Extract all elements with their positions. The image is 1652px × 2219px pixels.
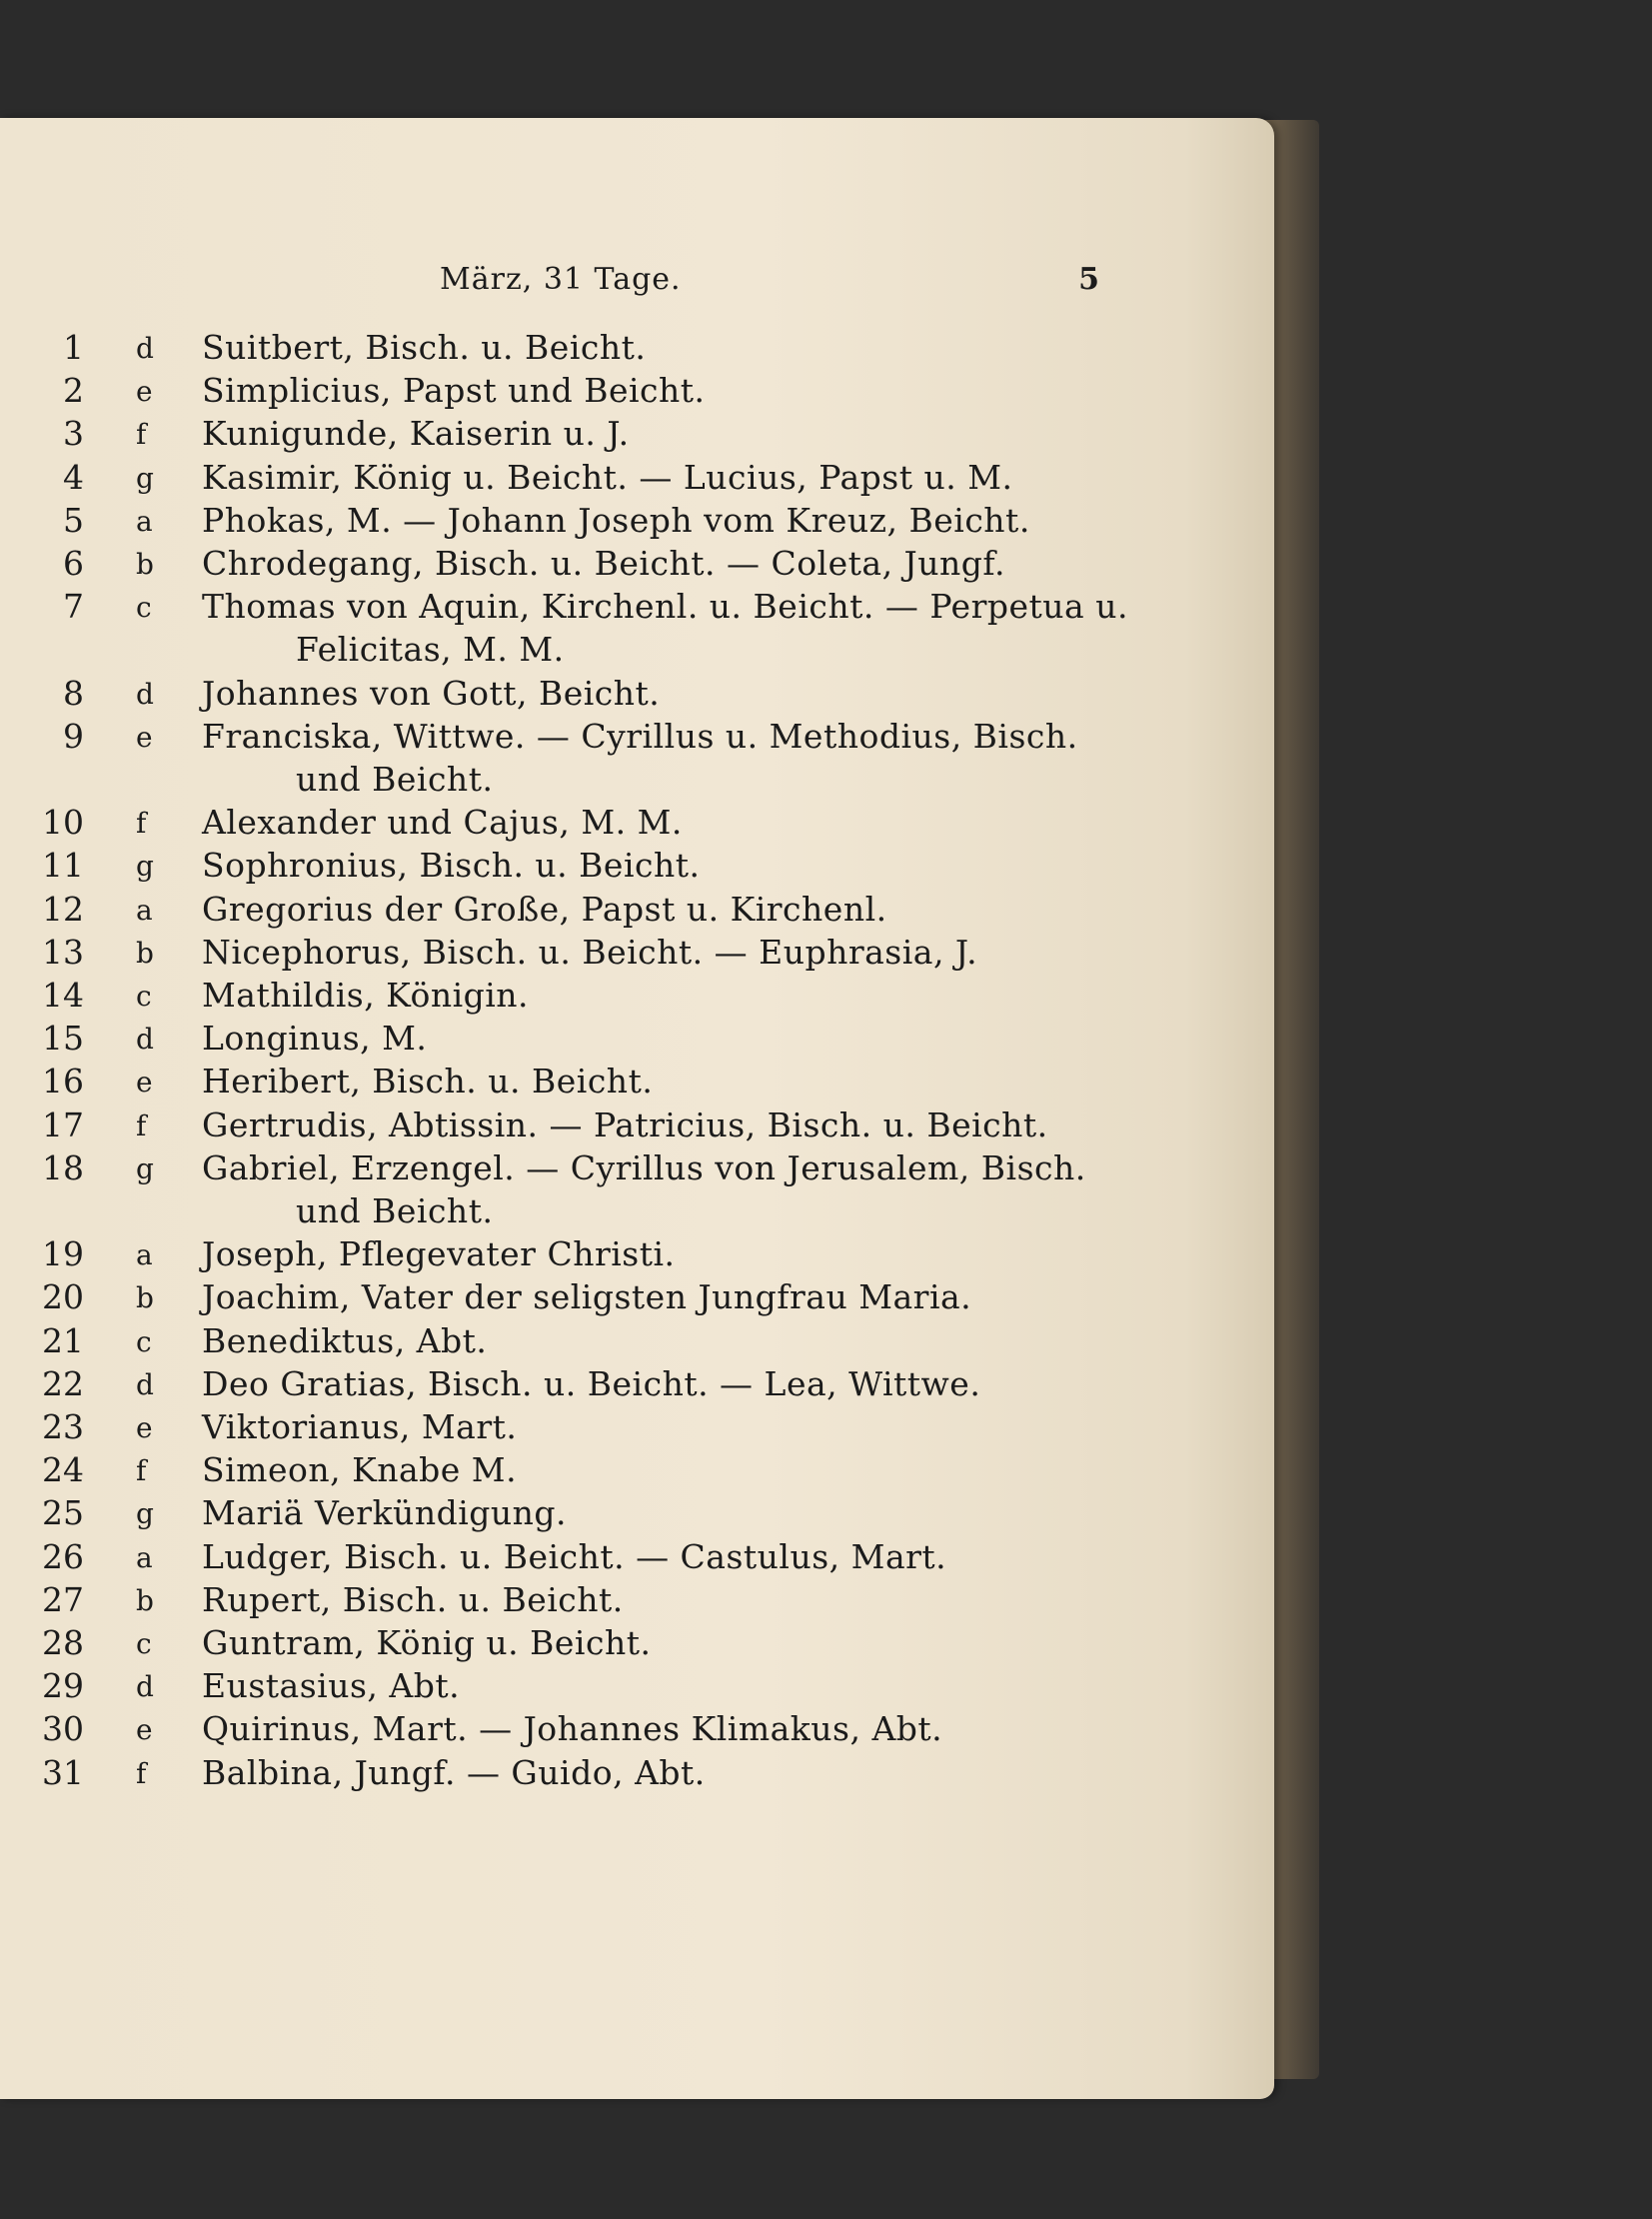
calendar-entry (0, 501, 1199, 543)
day-number: 18 (42, 1147, 84, 1187)
saint-text: Johannes von Gott, Beicht. (202, 673, 661, 713)
dominical-letter: c (136, 1627, 152, 1660)
day-number: 26 (42, 1536, 84, 1576)
saint-text: Suitbert, Bisch. u. Beicht. (202, 328, 647, 367)
calendar-entry (0, 1450, 1199, 1492)
calendar-entry (0, 1709, 1199, 1751)
day-number: 16 (42, 1062, 84, 1102)
day-number: 2 (63, 371, 84, 411)
saint-text: Ludger, Bisch. u. Beicht. — Castulus, Mart. (202, 1536, 947, 1576)
dominical-letter: e (136, 1411, 153, 1444)
calendar-entry-continuation (0, 760, 1199, 802)
dominical-letter: a (136, 893, 153, 927)
saint-text: Balbina, Jungf. — Guido, Abt. (202, 1752, 706, 1792)
dominical-letter: d (136, 1670, 154, 1704)
day-number: 5 (63, 500, 84, 540)
calendar-entry (0, 414, 1199, 456)
calendar-entry (0, 1493, 1199, 1535)
day-number: 4 (63, 457, 84, 497)
day-number: 7 (63, 587, 84, 627)
day-number: 17 (42, 1105, 84, 1144)
dominical-letter: d (136, 1023, 154, 1057)
day-number: 1 (63, 328, 84, 367)
calendar-entry (0, 1580, 1199, 1622)
dominical-letter: b (136, 1281, 154, 1315)
saint-text: Gabriel, Erzengel. — Cyrillus von Jerusalem, Bisch. (202, 1147, 1086, 1187)
day-number: 11 (42, 846, 84, 886)
calendar-entry (0, 544, 1199, 586)
calendar-entry (0, 1753, 1199, 1795)
dominical-letter: c (136, 591, 152, 625)
saint-text: und Beicht. (296, 1191, 494, 1230)
dominical-letter: c (136, 1324, 152, 1358)
day-number: 21 (42, 1320, 84, 1360)
day-number: 14 (42, 976, 84, 1015)
dominical-letter: g (136, 850, 154, 884)
day-number: 6 (63, 544, 84, 583)
day-number: 19 (42, 1234, 84, 1274)
saint-text: Chrodegang, Bisch. u. Beicht. — Coleta, Jungf. (202, 544, 1005, 583)
saint-text: Joachim, Vater der seligsten Jungfrau Maria. (202, 1277, 972, 1317)
calendar-entry (0, 328, 1199, 370)
saint-text: Heribert, Bisch. u. Beicht. (202, 1062, 654, 1102)
day-number: 8 (63, 673, 84, 713)
calendar-entry (0, 976, 1199, 1018)
saint-text: Joseph, Pflegevater Christi. (202, 1234, 676, 1274)
day-number: 13 (42, 932, 84, 972)
page-title: März, 31 Tage. (440, 262, 682, 297)
saint-text: Simeon, Knabe M. (202, 1450, 518, 1490)
dominical-letter: d (136, 332, 154, 365)
page-number: 5 (1078, 262, 1099, 297)
saint-text: Phokas, M. — Johann Joseph vom Kreuz, Beicht. (202, 500, 1030, 540)
saint-text: Longinus, M. (202, 1019, 428, 1059)
saint-text: Gregorius der Große, Papst u. Kirchenl. (202, 889, 887, 929)
calendar-entry (0, 1364, 1199, 1406)
page-header (440, 262, 1099, 302)
day-number: 3 (63, 414, 84, 454)
saint-text: Guntram, König u. Beicht. (202, 1623, 652, 1662)
calendar-entry (0, 1106, 1199, 1147)
calendar-entry (0, 587, 1199, 629)
day-number: 10 (42, 803, 84, 843)
day-number: 20 (42, 1277, 84, 1317)
calendar-entry (0, 1623, 1199, 1665)
day-number: 27 (42, 1579, 84, 1619)
dominical-letter: b (136, 548, 154, 581)
calendar-entry (0, 371, 1199, 413)
calendar-entry (0, 1062, 1199, 1104)
saint-text: Felicitas, M. M. (296, 630, 565, 670)
saint-text: und Beicht. (296, 760, 494, 799)
saint-text: Benediktus, Abt. (202, 1320, 488, 1360)
calendar-entry (0, 1407, 1199, 1449)
saint-text: Rupert, Bisch. u. Beicht. (202, 1579, 624, 1619)
saint-text: Viktorianus, Mart. (202, 1407, 518, 1446)
dominical-letter: e (136, 1066, 153, 1100)
day-number: 29 (42, 1666, 84, 1706)
saint-text: Simplicius, Papst und Beicht. (202, 371, 706, 411)
calendar-entry (0, 674, 1199, 716)
dominical-letter: f (136, 1756, 147, 1790)
dominical-letter: g (136, 1497, 154, 1531)
saint-text: Deo Gratias, Bisch. u. Beicht. — Lea, Wittwe. (202, 1363, 981, 1403)
dominical-letter: e (136, 375, 153, 409)
calendar-entry (0, 1019, 1199, 1061)
calendar-entry (0, 1277, 1199, 1319)
day-number: 15 (42, 1019, 84, 1059)
dominical-letter: f (136, 1109, 147, 1142)
day-number: 24 (42, 1450, 84, 1490)
calendar-entry (0, 1148, 1199, 1190)
dominical-letter: b (136, 1583, 154, 1617)
saint-text: Eustasius, Abt. (202, 1666, 461, 1706)
day-number: 12 (42, 889, 84, 929)
saint-text: Franciska, Wittwe. — Cyrillus u. Methodius, Bisch. (202, 716, 1078, 756)
day-number: 22 (42, 1363, 84, 1403)
dominical-letter: g (136, 1151, 154, 1185)
dominical-letter: a (136, 504, 153, 538)
day-number: 23 (42, 1407, 84, 1446)
saint-text: Sophronius, Bisch. u. Beicht. (202, 846, 701, 886)
calendar-entry (0, 717, 1199, 759)
dominical-letter: f (136, 807, 147, 841)
dominical-letter: d (136, 1367, 154, 1401)
dominical-letter: f (136, 418, 147, 452)
saint-text: Nicephorus, Bisch. u. Beicht. — Euphrasia, J. (202, 932, 978, 972)
day-number: 31 (42, 1752, 84, 1792)
calendar-entry-continuation (0, 1191, 1199, 1233)
dominical-letter: e (136, 1713, 153, 1747)
calendar-entry (0, 1234, 1199, 1276)
dominical-letter: g (136, 461, 154, 495)
saint-text: Kunigunde, Kaiserin u. J. (202, 414, 630, 454)
saint-text: Kasimir, König u. Beicht. — Lucius, Papst u. M. (202, 457, 1013, 497)
saint-text: Gertrudis, Abtissin. — Patricius, Bisch. u. Beicht. (202, 1105, 1048, 1144)
saint-text: Alexander und Cajus, M. M. (202, 803, 683, 843)
calendar-entry (0, 803, 1199, 845)
calendar-entry (0, 1321, 1199, 1363)
calendar-entry (0, 1537, 1199, 1579)
dominical-letter: e (136, 720, 153, 754)
calendar-entry (0, 458, 1199, 500)
dominical-letter: d (136, 677, 154, 711)
day-number: 9 (63, 716, 84, 756)
dominical-letter: a (136, 1540, 153, 1574)
dominical-letter: b (136, 936, 154, 970)
day-number: 25 (42, 1493, 84, 1533)
day-number: 30 (42, 1709, 84, 1749)
saint-text: Thomas von Aquin, Kirchenl. u. Beicht. — Perpetua u. (202, 587, 1128, 627)
saint-text: Mathildis, Königin. (202, 976, 530, 1015)
calendar-entry (0, 1666, 1199, 1708)
dominical-letter: c (136, 980, 152, 1013)
calendar-entry (0, 933, 1199, 975)
calendar-entry-continuation (0, 630, 1199, 672)
calendar-entry (0, 890, 1199, 932)
day-number: 28 (42, 1623, 84, 1662)
dominical-letter: f (136, 1454, 147, 1488)
saint-text: Mariä Verkündigung. (202, 1493, 567, 1533)
saint-text: Quirinus, Mart. — Johannes Klimakus, Abt. (202, 1709, 943, 1749)
dominical-letter: a (136, 1238, 153, 1272)
calendar-entry (0, 846, 1199, 888)
